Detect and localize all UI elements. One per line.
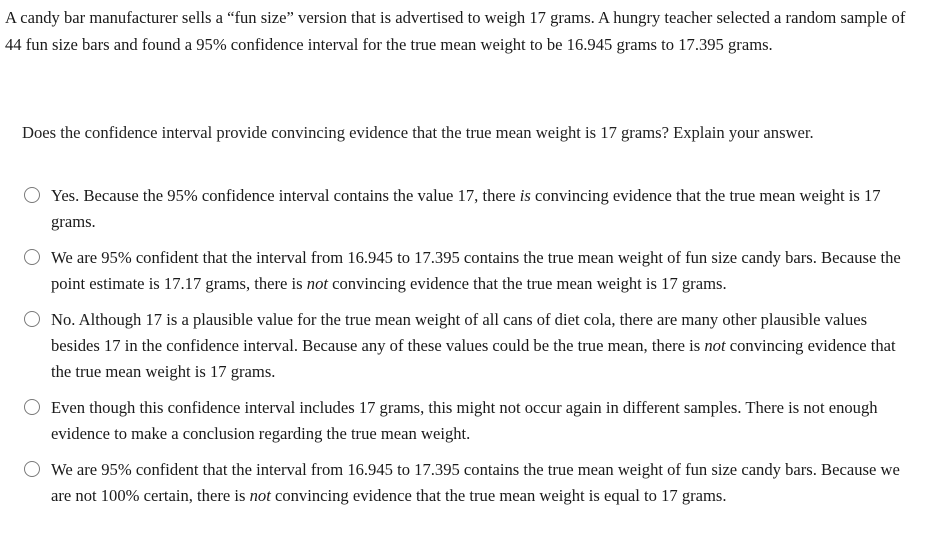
option-text: convincing evidence that the true mean weight is equal to 17 grams. [270, 486, 727, 505]
option-emphasis: not [306, 274, 328, 293]
option-text: convincing evidence that the true mean weight is 17 grams. [51, 336, 896, 381]
option-text: We are 95% confident that the interval from 16.945 to 17.395 contains the true mean weight of fun size candy bars. Because we are not 100% certain, there is [51, 460, 900, 505]
option-text: convincing evidence that the true mean weight is 17 grams. [51, 186, 881, 231]
radio-button[interactable] [24, 461, 40, 477]
radio-button[interactable] [24, 249, 40, 265]
answer-option-3[interactable] [24, 307, 919, 385]
answer-option-5[interactable] [24, 457, 919, 509]
answer-options [24, 183, 919, 509]
option-text: We are 95% confident that the interval from 16.945 to 17.395 contains the true mean weight of fun size candy bars. Because the point estimate is 17.17 grams, there is [51, 248, 901, 293]
option-text: Even though this confidence interval includes 17 grams, this might not occur again in different samples. There is not enough evidence to make a conclusion regarding the true mean weight. [51, 398, 878, 443]
question-prompt: Does the confidence interval provide convincing evidence that the true mean weight is 17 grams? Explain your answer. [22, 123, 814, 142]
radio-button[interactable] [24, 187, 40, 203]
answer-option-1[interactable] [24, 183, 919, 235]
option-emphasis: not [704, 336, 726, 355]
question-stem: A candy bar manufacturer sells a “fun size” version that is advertised to weigh 17 grams. A hungry teacher selected a random sample of 44 fun size bars and found a 95% confidence interval for the true mean weight to be 16.945 grams to 17.395 grams. [5, 8, 906, 54]
option-text: Yes. Because the 95% confidence interval contains the value 17, there [51, 186, 520, 205]
answer-option-4[interactable] [24, 395, 919, 447]
option-emphasis: is [519, 186, 531, 205]
radio-button[interactable] [24, 399, 40, 415]
option-text: convincing evidence that the true mean weight is 17 grams. [328, 274, 727, 293]
option-emphasis: not [249, 486, 271, 505]
answer-option-2[interactable] [24, 245, 919, 297]
radio-button[interactable] [24, 311, 40, 327]
option-text: No. Although 17 is a plausible value for the true mean weight of all cans of diet cola, there are many other plausible values besides 17 in the confidence interval. Because any of these values could be the true mean, there is [51, 310, 868, 355]
